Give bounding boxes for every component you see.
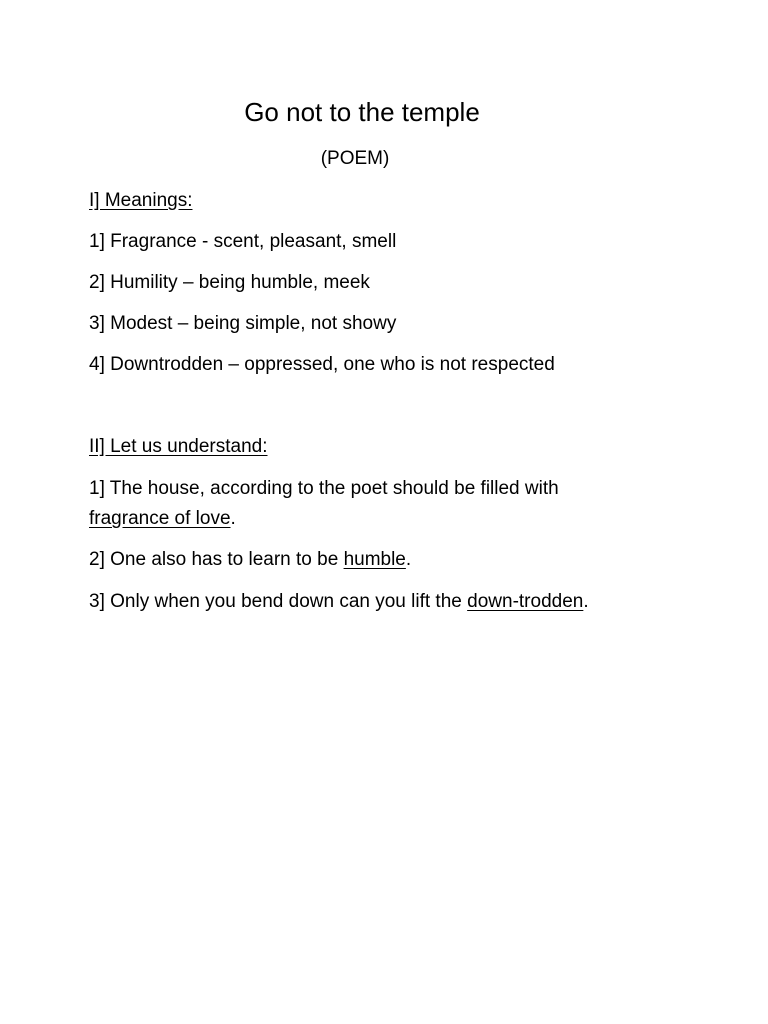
meaning-item: 1] Fragrance - scent, pleasant, smell [89, 231, 397, 252]
meaning-item: 3] Modest – being simple, not showy [89, 313, 397, 334]
punctuation: . [405, 549, 412, 570]
underlined-word: down-trodden [467, 591, 584, 612]
underlined-phrase: fragrance of love [89, 508, 231, 529]
understand-item-1-line2 [89, 505, 236, 533]
underlined-word: humble [343, 549, 406, 570]
understand-item-3 [89, 588, 589, 616]
punctuation: . [230, 508, 236, 529]
understand-item-2 [89, 546, 411, 574]
section-heading-meanings: I] Meanings: [89, 190, 193, 211]
item-text: 2] One also has to learn to be [89, 549, 344, 570]
punctuation: . [583, 591, 589, 612]
page-subtitle: (POEM) [320, 148, 390, 169]
understand-item-1-line1: 1] The house, according to the poet should be filled with [89, 478, 559, 499]
item-text: 3] Only when you bend down can you lift the [89, 591, 468, 612]
meaning-item: 4] Downtrodden – oppressed, one who is not respected [89, 354, 555, 375]
page-title: Go not to the temple [244, 97, 480, 127]
meaning-item: 2] Humility – being humble, meek [89, 272, 370, 293]
section-heading-understand: II] Let us understand: [89, 436, 268, 457]
